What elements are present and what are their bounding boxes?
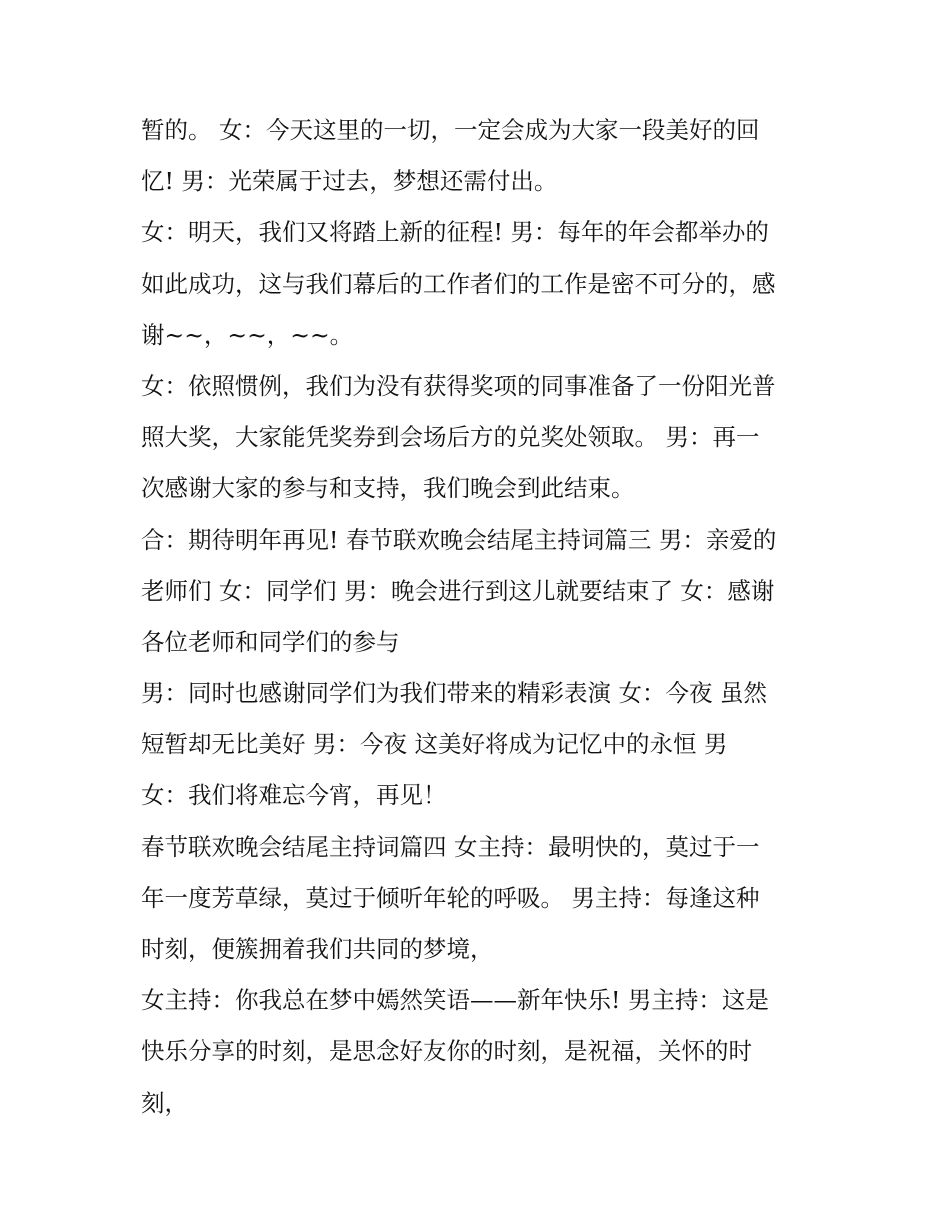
text-line: 短暂却无比美好 男：今夜 这美好将成为记忆中的永恒 男 (141, 730, 728, 759)
text-line: 男：同时也感谢同学们为我们带来的精彩表演 女：今夜 虽然 (141, 679, 767, 708)
text-line: 女：依照惯例，我们为没有获得奖项的同事准备了一份阳光普 (141, 371, 776, 400)
text-line: 老师们 女：同学们 男：晚会进行到这儿就要结束了 女：感谢 (141, 576, 775, 605)
text-line: 谢~~，~~，~~。 (141, 320, 354, 349)
text-line: 年一度芳草绿，莫过于倾听年轮的呼吸。 男主持：每逢这种 (141, 883, 760, 912)
text-line: 忆! 男：光荣属于过去，梦想还需付出。 (141, 167, 558, 196)
text-line: 女主持：你我总在梦中嫣然笑语——新年快乐! 男主持：这是 (141, 986, 769, 1015)
text-line: 女：我们将难忘今宵，再见！ (141, 781, 447, 810)
text-line: 合：期待明年再见! 春节联欢晚会结尾主持词篇三 男：亲爱的 (141, 525, 777, 554)
text-line: 女：明天，我们又将踏上新的征程! 男：每年的年会都举办的 (141, 218, 769, 247)
text-line: 暂的。 女：今天这里的一切，一定会成为大家一段美好的回 (141, 116, 760, 144)
text-line: 各位老师和同学们的参与 (141, 627, 400, 656)
text-line: 刻， (141, 1088, 188, 1117)
text-line: 如此成功，这与我们幕后的工作者们的工作是密不可分的，感 (141, 269, 776, 298)
body-text (141, 105, 821, 1129)
text-line: 快乐分享的时刻，是思念好友你的时刻，是祝福，关怀的时 (141, 1037, 752, 1066)
text-line: 时刻，便簇拥着我们共同的梦境， (141, 935, 494, 963)
text-line: 照大奖，大家能凭奖券到会场后方的兑奖处领取。 男：再一 (141, 423, 760, 452)
text-line: 次感谢大家的参与和支持，我们晚会到此结束。 (141, 474, 635, 503)
text-line: 春节联欢晚会结尾主持词篇四 女主持：最明快的，莫过于一 (141, 832, 760, 861)
